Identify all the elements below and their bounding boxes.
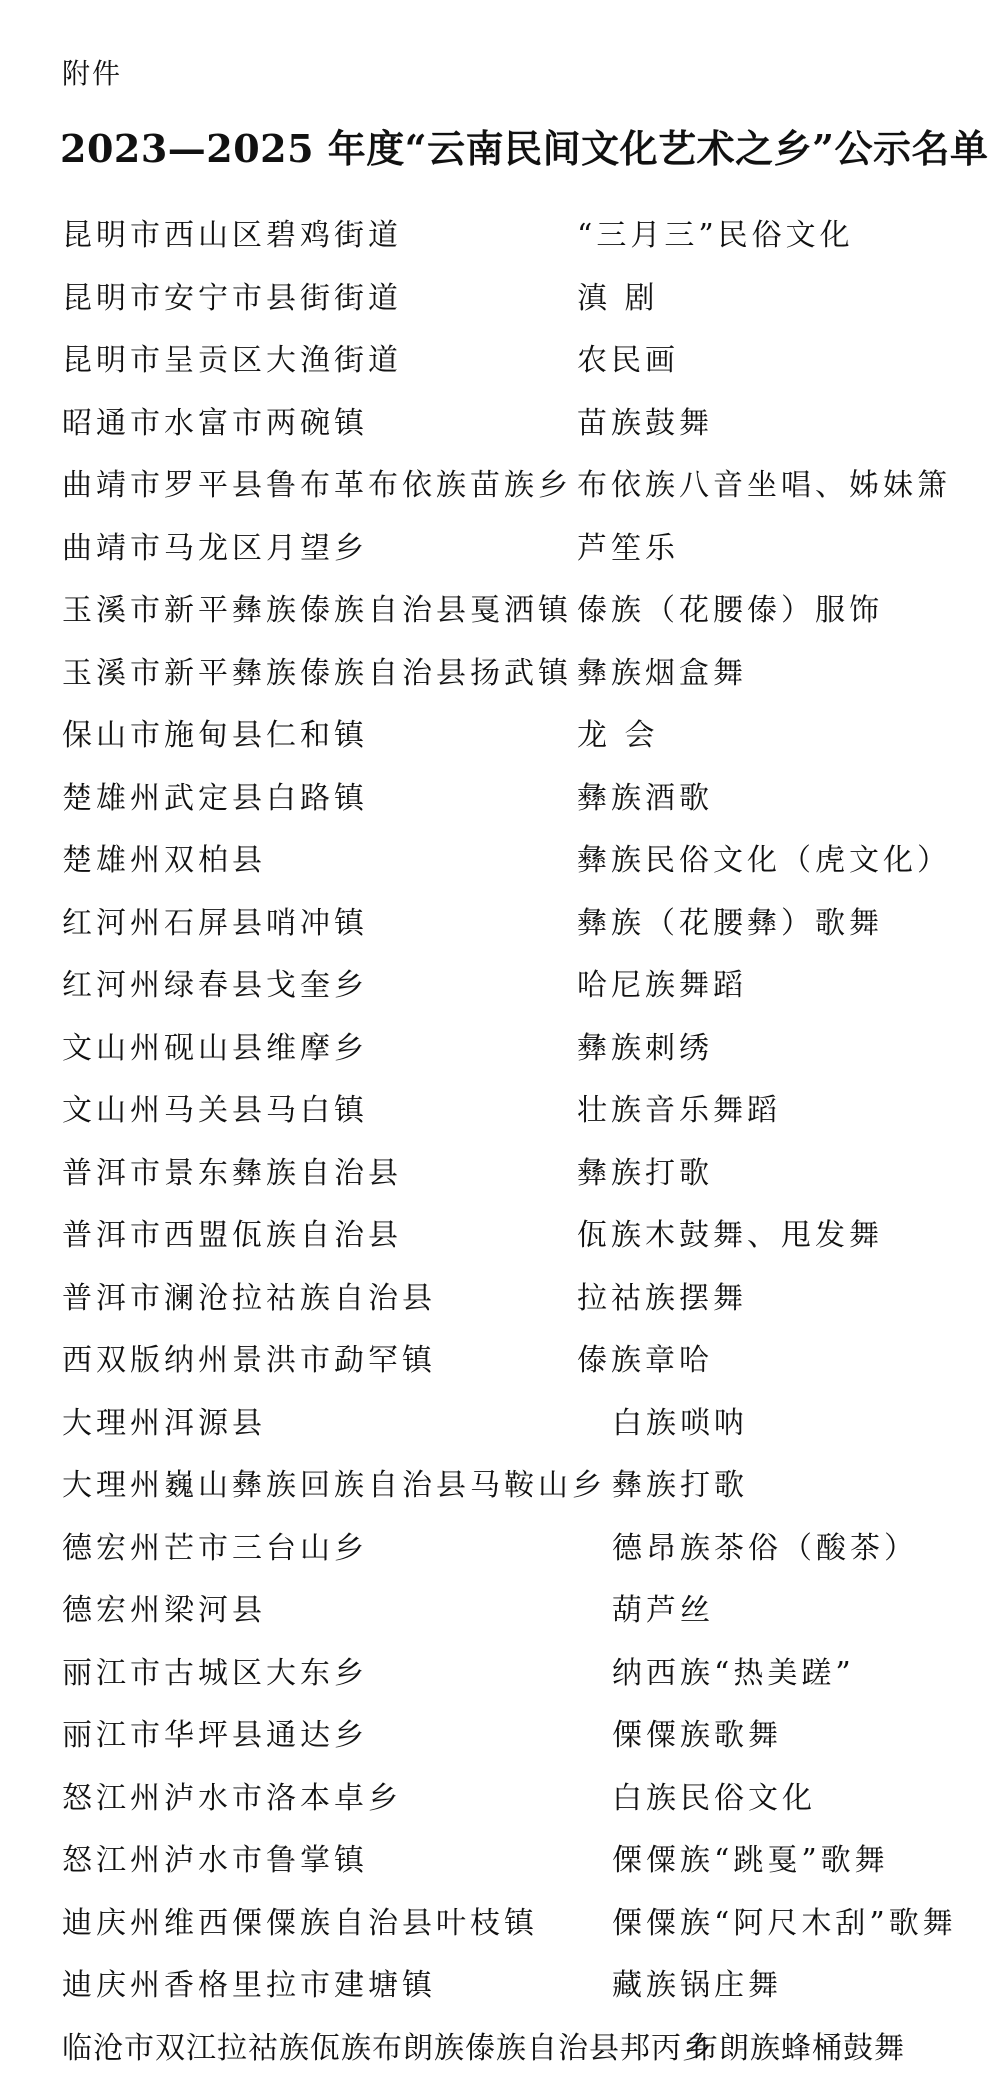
- list-item: [62, 388, 962, 451]
- entry-place: 普洱市景东彝族自治县: [62, 1155, 402, 1191]
- entry-item: 傈僳族“跳戛”歌舞: [612, 1843, 889, 1878]
- entry-place: 昆明市西山区碧鸡街道: [62, 218, 402, 253]
- list-item: [62, 263, 962, 326]
- entry-place: 临沧市双江拉祜族佤族布朗族傣族自治县邦丙乡: [62, 2030, 713, 2066]
- entry-place: 普洱市澜沧拉祜族自治县: [62, 1280, 436, 1316]
- list-item: [62, 1388, 962, 1451]
- entry-item: 芦笙乐: [577, 530, 679, 566]
- list-item: [62, 1263, 962, 1326]
- entry-place: 文山州砚山县维摩乡: [62, 1030, 368, 1066]
- entry-item: 彝族打歌: [577, 1155, 713, 1191]
- entry-item: 彝族烟盒舞: [577, 655, 747, 691]
- entry-place: 楚雄州双柏县: [62, 843, 266, 878]
- entry-list: [62, 200, 962, 2075]
- entry-place: 曲靖市罗平县鲁布革布依族苗族乡: [62, 468, 572, 503]
- entry-item: 滇 剧: [577, 280, 659, 316]
- list-item: [62, 1513, 962, 1576]
- entry-item: 农民画: [577, 343, 679, 378]
- list-item: [62, 1200, 962, 1263]
- entry-item: 苗族鼓舞: [577, 405, 713, 441]
- list-item: [62, 2013, 962, 2076]
- entry-item: 葫芦丝: [612, 1593, 714, 1628]
- entry-place: 大理州巍山彝族回族自治县马鞍山乡: [62, 1468, 606, 1503]
- list-item: [62, 200, 962, 263]
- entry-place: 玉溪市新平彝族傣族自治县戛洒镇: [62, 593, 572, 628]
- entry-place: 红河州石屏县哨冲镇: [62, 905, 368, 941]
- entry-item: 彝族（花腰彝）歌舞: [577, 905, 883, 941]
- entry-place: 丽江市华坪县通达乡: [62, 1718, 368, 1753]
- list-item: [62, 1013, 962, 1076]
- entry-place: 迪庆州香格里拉市建塘镇: [62, 1968, 436, 2003]
- list-item: [62, 1450, 962, 1513]
- entry-item: 傈僳族“阿尺木刮”歌舞: [612, 1905, 957, 1941]
- list-item: [62, 1825, 962, 1888]
- list-item: [62, 1325, 962, 1388]
- list-item: [62, 1138, 962, 1201]
- list-item: [62, 700, 962, 763]
- entry-item: 佤族木鼓舞、甩发舞: [577, 1218, 883, 1253]
- entry-place: 昆明市安宁市县街街道: [62, 280, 402, 316]
- entry-place: 德宏州芒市三台山乡: [62, 1530, 368, 1566]
- entry-place: 丽江市古城区大东乡: [62, 1655, 368, 1691]
- entry-item: 德昂族茶俗（酸茶）: [612, 1530, 918, 1566]
- list-item: [62, 825, 962, 888]
- list-item: [62, 450, 962, 513]
- list-item: [62, 763, 962, 826]
- list-item: [62, 325, 962, 388]
- entry-item: 布朗族蜂桶鼓舞: [688, 2030, 905, 2066]
- entry-place: 迪庆州维西傈僳族自治县叶枝镇: [62, 1905, 538, 1941]
- entry-place: 文山州马关县马白镇: [62, 1093, 368, 1128]
- entry-place: 昭通市水富市两碗镇: [62, 405, 368, 441]
- entry-place: 昆明市呈贡区大渔街道: [62, 343, 402, 378]
- entry-item: 龙 会: [577, 718, 659, 753]
- list-item: [62, 1763, 962, 1826]
- entry-item: 白族唢呐: [612, 1405, 748, 1441]
- list-item: [62, 575, 962, 638]
- entry-item: 傈僳族歌舞: [612, 1718, 782, 1753]
- entry-item: 白族民俗文化: [612, 1780, 816, 1816]
- entry-item: 拉祜族摆舞: [577, 1280, 747, 1316]
- list-item: [62, 513, 962, 576]
- entry-item: 藏族锅庄舞: [612, 1968, 782, 2003]
- entry-place: 曲靖市马龙区月望乡: [62, 530, 368, 566]
- entry-item: 彝族打歌: [612, 1468, 748, 1503]
- page-title: 2023—2025 年度“云南民间文化艺术之乡”公示名单: [60, 126, 989, 171]
- list-item: [62, 1638, 962, 1701]
- entry-place: 怒江州泸水市鲁掌镇: [62, 1843, 368, 1878]
- entry-place: 楚雄州武定县白路镇: [62, 780, 368, 816]
- list-item: [62, 1575, 962, 1638]
- list-item: [62, 950, 962, 1013]
- entry-place: 保山市施甸县仁和镇: [62, 718, 368, 753]
- list-item: [62, 1700, 962, 1763]
- entry-place: 西双版纳州景洪市勐罕镇: [62, 1343, 436, 1378]
- entry-place: 怒江州泸水市洛本卓乡: [62, 1780, 402, 1816]
- entry-item: 彝族酒歌: [577, 780, 713, 816]
- list-item: [62, 1075, 962, 1138]
- entry-item: “三月三”民俗文化: [577, 218, 854, 253]
- entry-item: 彝族民俗文化（虎文化）: [577, 843, 951, 878]
- list-item: [62, 638, 962, 701]
- entry-place: 大理州洱源县: [62, 1405, 266, 1441]
- entry-item: 傣族（花腰傣）服饰: [577, 593, 883, 628]
- entry-place: 红河州绿春县戈奎乡: [62, 968, 368, 1003]
- entry-place: 玉溪市新平彝族傣族自治县扬武镇: [62, 655, 572, 691]
- entry-place: 德宏州梁河县: [62, 1593, 266, 1628]
- attachment-label: 附件: [62, 57, 123, 90]
- entry-item: 壮族音乐舞蹈: [577, 1093, 781, 1128]
- entry-place: 普洱市西盟佤族自治县: [62, 1218, 402, 1253]
- list-item: [62, 1888, 962, 1951]
- entry-item: 傣族章哈: [577, 1343, 713, 1378]
- entry-item: 哈尼族舞蹈: [577, 968, 747, 1003]
- list-item: [62, 1950, 962, 2013]
- entry-item: 彝族刺绣: [577, 1030, 713, 1066]
- entry-item: 布依族八音坐唱、姊妹箫: [577, 468, 951, 503]
- list-item: [62, 888, 962, 951]
- entry-item: 纳西族“热美蹉”: [612, 1655, 855, 1691]
